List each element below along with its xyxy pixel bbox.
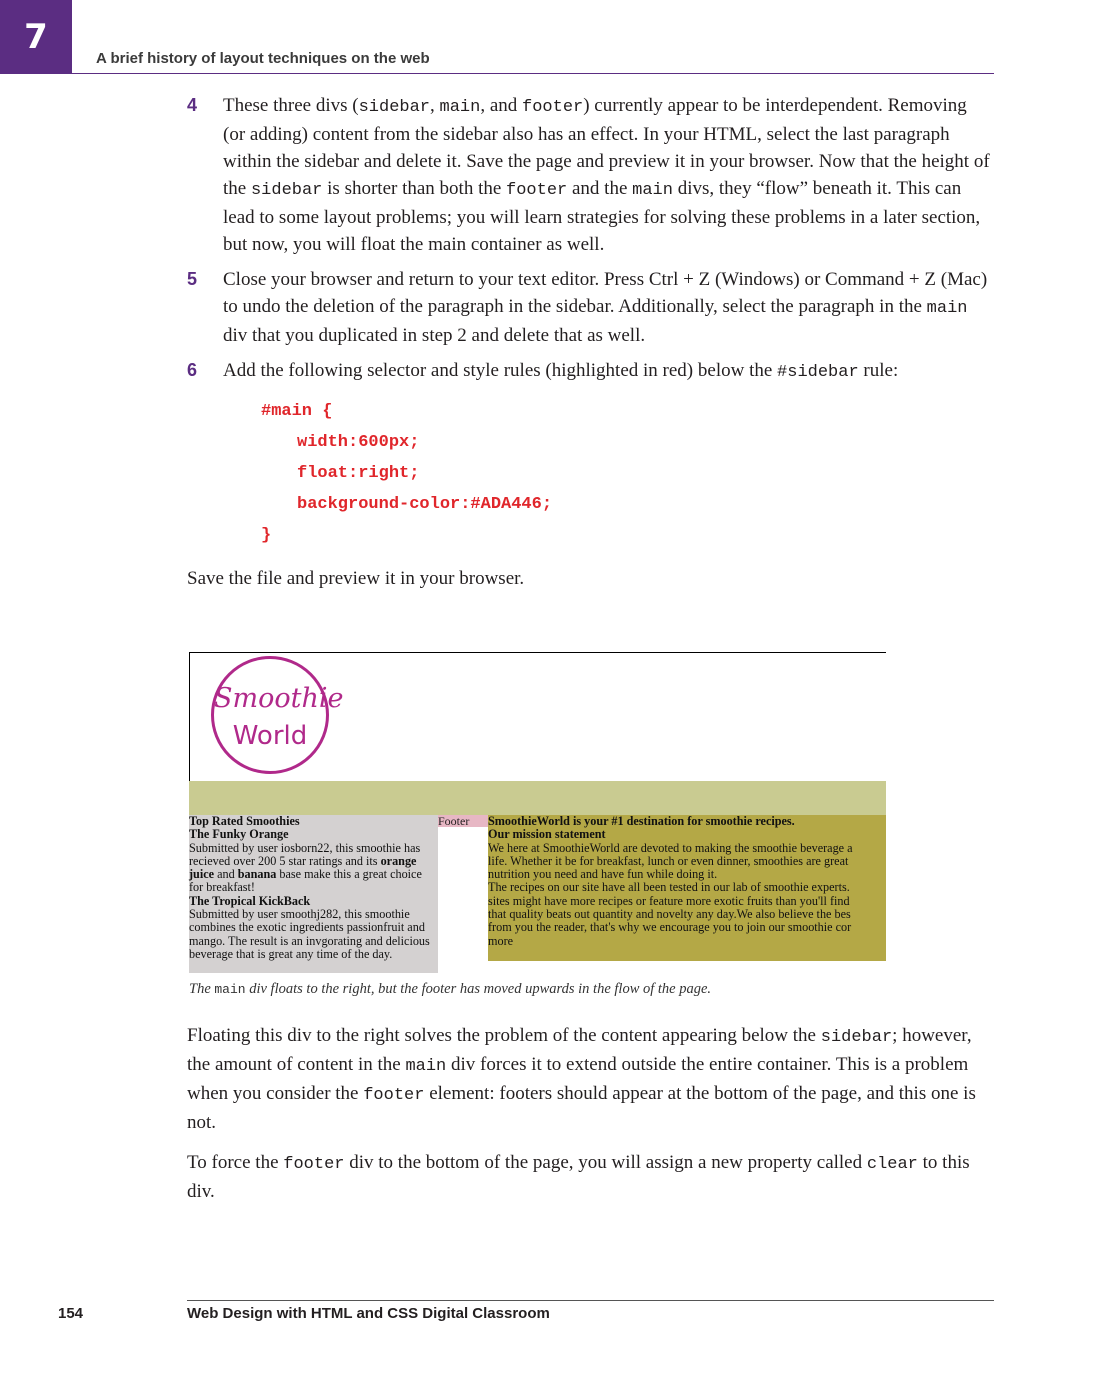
sidebar-subheading: The Funky Orange <box>189 827 289 842</box>
paragraph: Floating this div to the right solves the problem of the content appearing below the sidebar; however, the amount of content in the main div forces it to extend outside the entire container. This is a problem when you consider the footer element: footers should appear at the bottom of the page, and this one is not. <box>187 1025 976 1133</box>
main-text-line: sites might have more recipes or feature more exotic fruits than you'll find <box>488 893 850 908</box>
step-text: These three divs ( <box>223 95 359 116</box>
step-6 <box>187 357 993 551</box>
step-text: ) currently appear to be interdependent. Removing (or adding) content from the sidebar also has an effect. In your HTML, select the last paragraph within the sidebar and delete it. Save the page and preview it in your browser. Now that the height of the <box>223 95 990 199</box>
page-number: 154 <box>58 1305 84 1322</box>
save-instruction: Save the file and preview it in your browser. <box>187 568 525 589</box>
inline-code: footer <box>522 98 584 117</box>
step-text: divs, they “flow” beneath it. This can lead to some layout problems; you will learn strategies for solving these problems in a later section, but now, you will float the main container as well. <box>223 178 981 255</box>
step-text: , and <box>480 95 523 116</box>
css-code-block <box>261 396 993 551</box>
main-div <box>488 815 886 961</box>
step-text: , <box>430 95 440 116</box>
sidebar-paragraph: Submitted by user smoothj282, this smoothie combines the exotic ingredients passionfruit and mango. The result is an invgorating and delicious beverage that is great any time of the day. <box>189 907 430 961</box>
inline-code: main <box>632 181 673 200</box>
step-number: 4 <box>187 95 198 115</box>
main-text-line: We here at SmoothieWorld are devoted to making the smoothie beverage a <box>488 840 853 855</box>
running-head: A brief history of layout techniques on the web <box>96 50 430 67</box>
main-text-line: life. Whether it be for breakfast, lunch or even dinner, smoothies are great <box>488 853 849 868</box>
sidebar-paragraph: Submitted by user iosborn22, this smoothie has recieved over 200 5 star ratings and its orange juice and banana base make this a great choice for breakfast! <box>189 840 422 895</box>
inline-code: sidebar <box>358 98 431 117</box>
code-line: float:right; <box>297 464 420 483</box>
inline-code: footer <box>506 181 568 200</box>
step-5 <box>187 266 993 349</box>
inline-code: main <box>439 98 481 117</box>
logo-text-world: World <box>232 721 308 751</box>
main-text-line: more <box>488 933 514 948</box>
footer-div: Footer <box>438 815 488 827</box>
main-text-line: The recipes on our site have all been tested in our lab of smoothie experts. <box>488 880 850 895</box>
inline-code: main <box>926 299 968 318</box>
step-number: 5 <box>187 269 198 289</box>
paragraph: To force the footer div to the bottom of the page, you will assign a new property called clear to this div. <box>187 1152 970 1202</box>
book-title: Web Design with HTML and CSS Digital Classroom <box>187 1305 550 1322</box>
figure-border-top <box>189 652 886 653</box>
step-text: rule: <box>858 360 899 381</box>
smoothie-world-logo <box>211 656 344 774</box>
chapter-tab: 7 <box>0 0 72 74</box>
sidebar-subheading: The Tropical KickBack <box>189 893 311 908</box>
code-line: #main { <box>261 402 333 421</box>
code-line: background-color:#ADA446; <box>297 495 553 514</box>
step-4 <box>187 92 993 258</box>
step-text: is shorter than both the <box>322 178 507 199</box>
sidebar-heading: Top Rated Smoothies <box>189 814 300 828</box>
step-text: and the <box>567 178 633 199</box>
header-band <box>189 781 886 815</box>
figure-caption: The main div floats to the right, but the footer has moved upwards in the flow of the page. <box>189 981 712 997</box>
code-line: } <box>261 526 272 545</box>
step-text: Close your browser and return to your text editor. Press Ctrl + Z (Windows) or Command + Z (Mac) to undo the deletion of the paragraph in the sidebar. Additionally, select the paragraph in the <box>223 269 988 317</box>
main-subheading: Our mission statement <box>488 827 606 842</box>
inline-code: sidebar <box>250 181 323 200</box>
logo-text-smoothie: Smoothie <box>214 683 344 714</box>
figure-border-left <box>189 652 190 792</box>
step-text: div that you duplicated in step 2 and delete that as well. <box>223 325 646 346</box>
footer-rule <box>187 1300 994 1301</box>
main-text-line: that quality beats out quantity and novelty any day.We also believe the bes <box>488 907 851 922</box>
figure-screenshot <box>189 652 886 974</box>
step-number: 6 <box>187 360 198 380</box>
inline-code: #sidebar <box>777 363 859 382</box>
main-text-line: from you the reader, that's why we encourage you to join our smoothie cor <box>488 920 852 935</box>
main-text-line: nutrition you need and have fun while doing it. <box>488 867 718 882</box>
body-text <box>187 1022 993 1218</box>
code-line: width:600px; <box>297 433 420 452</box>
header-rule <box>72 73 994 74</box>
step-text: Add the following selector and style rules (highlighted in red) below the <box>223 360 778 381</box>
instructions <box>187 92 993 592</box>
sidebar-div <box>189 815 438 973</box>
main-heading: SmoothieWorld is your #1 destination for smoothie recipes. <box>488 815 795 828</box>
